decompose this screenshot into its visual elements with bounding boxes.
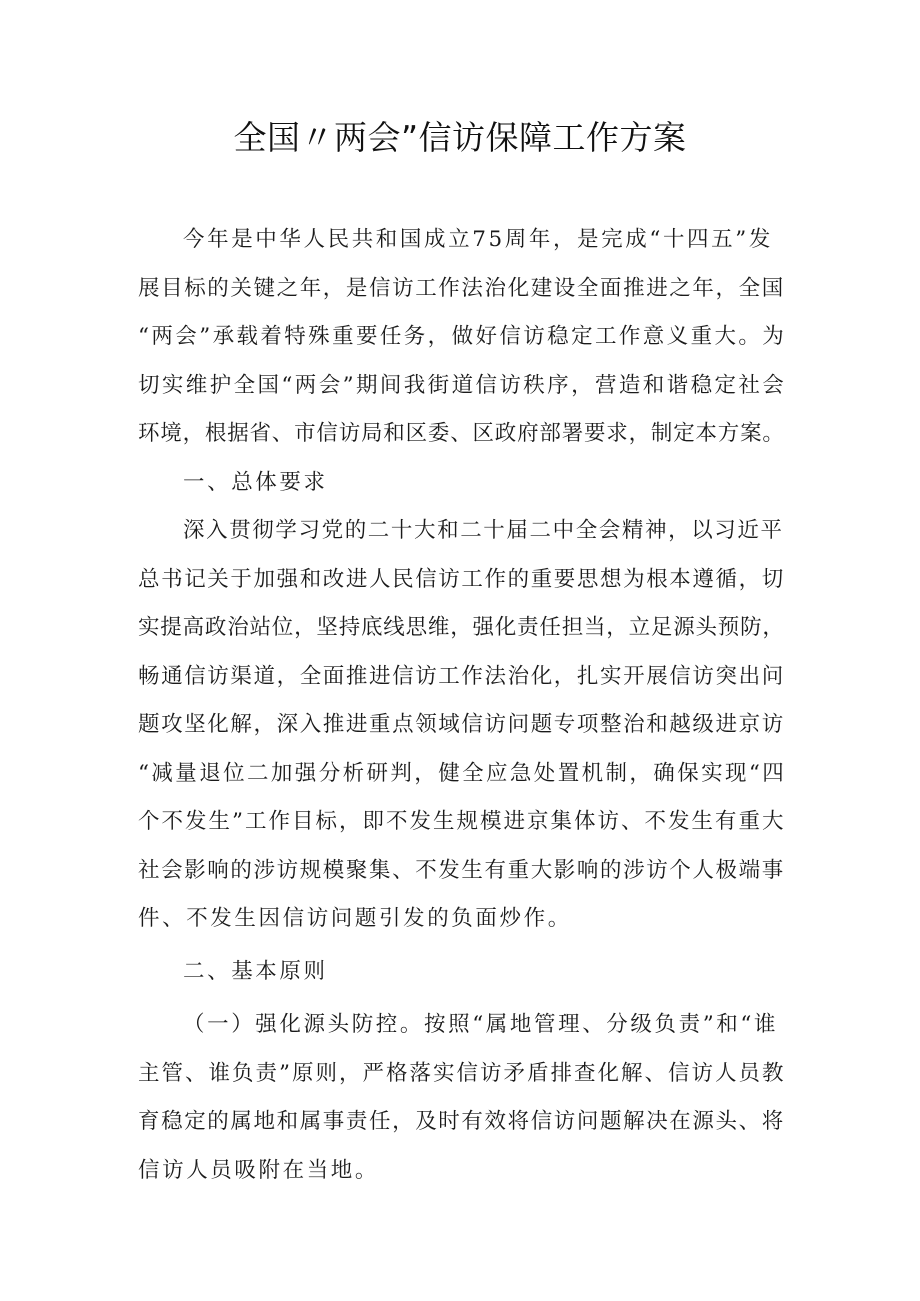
- section-heading-text: 一、总体要求: [183, 470, 328, 495]
- text-line: 主管、谁负责”原则，严格落实信访矛盾排查化解、信访人员教: [138, 1060, 786, 1086]
- text-line: 信访人员吸附在当地。: [138, 1157, 380, 1183]
- document-title: 全国〃两会”信访保障工作方案: [233, 118, 687, 157]
- paragraph-preamble: [138, 216, 788, 459]
- text-line: 今年是中华人民共和国成立75周年，是完成“十四五”发: [183, 227, 773, 252]
- text-line: 育稳定的属地和属事责任，及时有效将信访问题解决在源头、将: [138, 1109, 785, 1134]
- text-line: 切实维护全国“两会”期间我街道信访秩序，营造和谐稳定社会: [138, 372, 787, 398]
- paragraph-source-control: [138, 1001, 788, 1195]
- text-line: 展目标的关键之年，是信访工作法治化建设全面推进之年，全国: [138, 275, 785, 301]
- text-line: 畅通信访渠道，全面推进信访工作法治化，扎实开展信访突出问: [138, 663, 785, 689]
- section-heading-text: 二、基本原则: [183, 959, 328, 984]
- text-line: 题攻坚化解，深入推进重点领域信访问题专项整治和越级进京访: [138, 712, 785, 737]
- paragraph-general-requirements: [138, 507, 788, 944]
- text-line: “两会”承载着特殊重要任务，做好信访稳定工作意义重大。为: [138, 324, 787, 349]
- text-line: 个不发生”工作目标，即不发生规模进京集体访、不发生有重大: [138, 809, 786, 834]
- text-line: 总书记关于加强和改进人民信访工作的重要思想为根本遵循，切: [138, 566, 785, 592]
- text-line: 件、不发生因信访问题引发的负面炒作。: [138, 906, 572, 931]
- section-heading-general-requirements: [138, 459, 788, 508]
- text-line: “减量退位二加强分析研判，健全应急处置机制，确保实现“四: [138, 760, 787, 786]
- text-line: （一）强化源头防控。按照“属地管理、分级负责”和“谁: [183, 1012, 779, 1037]
- text-line: 环境，根据省、市信访局和区委、区政府部署要求，制定本方案。: [138, 421, 785, 446]
- text-line: 社会影响的涉访规模聚集、不发生有重大影响的涉访个人极端事: [138, 857, 785, 883]
- text-line: 实提高政治站位，坚持底线思维，强化责任担当，立足源头预防，: [138, 615, 785, 640]
- section-heading-basic-principles: [138, 948, 788, 997]
- text-line: 深入贯彻学习党的二十大和二十届二中全会精神，以习近平: [183, 518, 784, 543]
